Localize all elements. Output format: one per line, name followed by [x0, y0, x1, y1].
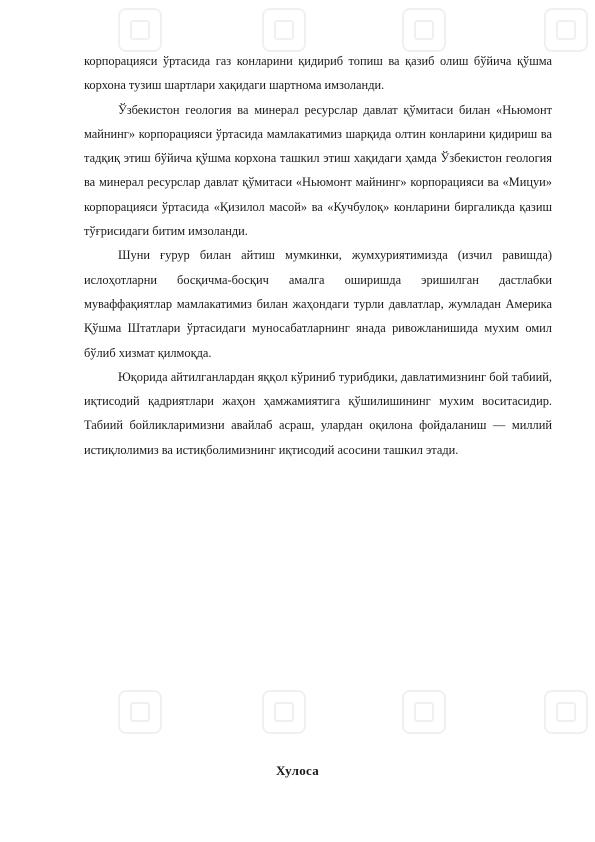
watermark-icon — [402, 690, 446, 734]
conclusion-heading: Хулоса — [275, 763, 320, 778]
paragraph: Юқорида айтилганлардан яққол кўриниб турибдики, давлатимизнинг бой табиий, иқтисодий қадриятлари жаҳон ҳамжамиятига қўшилишининг мухим воситасидир. Табиий бойликларимизни авайлаб асраш, улардан оқилона фойдаланиш — миллий истиқлолимиз ва истиқболимизнинг иқтисодий асосини ташкил этади. — [84, 369, 552, 457]
watermark-icon — [118, 690, 162, 734]
body-text — [84, 49, 552, 462]
watermark-icon — [402, 8, 446, 52]
watermark-icon — [544, 690, 588, 734]
paragraph: Шуни ғурур билан айтиш мумкинки, жумхуриятимизда (изчил равишда) ислоҳотларни босқичма-босқич амалга оширишда эришилган дастлабки муваффақиятлар мамлакатимиз билан жаҳондаги турли давлатлар, жумладан Америка Қўшма Штатлари ўртасидаги муносабатларнинг янада ривожланишида мухим омил бўлиб хизмат қилмоқда. — [84, 248, 552, 360]
paragraph: Ўзбекистон геология ва минерал ресурслар давлат қўмитаси билан «Ньюмонт майнинг» корпорацияси ўртасида мамлакатимиз шарқида олтин конларини қидириш ва тадқиқ этиш бўйича қўшма корхона ташкил этиш хақидаги ҳамда Ўзбекистон геология ва минерал ресурслар давлат қўмитаси «Ньюмонт майнинг» корпорацияси ва «Мицуи» корпорацияси ўртасида «Қизилол масой» ва «Кучбулоқ» конларини биргаликда қазиш тўғрисидаги битим имзоланди. — [84, 102, 552, 239]
watermark-icon — [262, 690, 306, 734]
paragraph: корпорацияси ўртасида газ конларини қидириб топиш ва қазиб олиш бўйича қўшма корхона тузиш шартлари хақидаги шартнома имзоланди. — [84, 54, 552, 93]
watermark-icon — [262, 8, 306, 52]
watermark-icon — [544, 8, 588, 52]
watermark-icon — [118, 8, 162, 52]
